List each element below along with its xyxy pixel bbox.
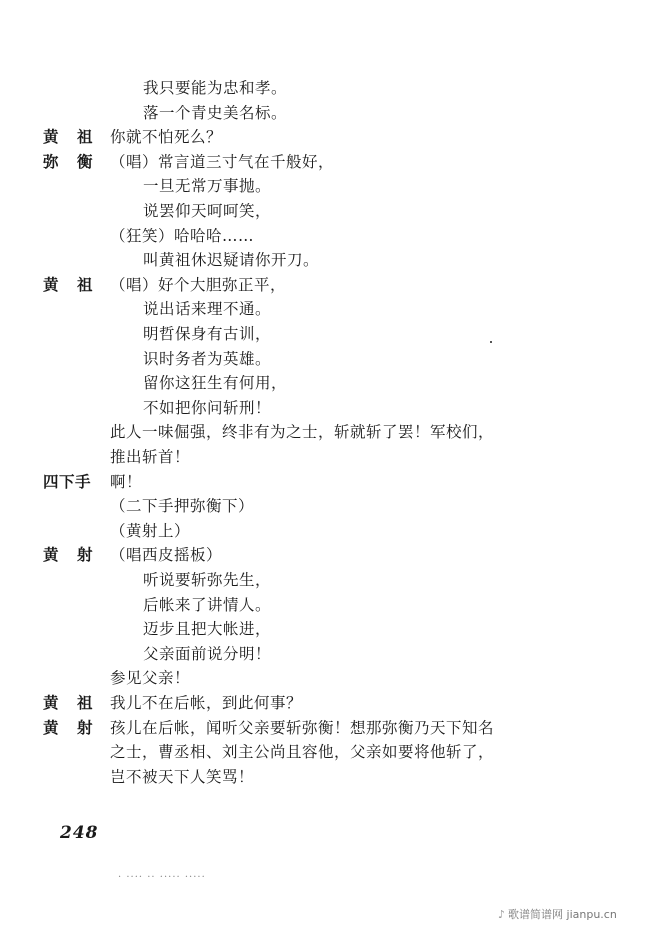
script-line (0, 176, 655, 198)
dialogue-line: （狂笑）哈哈哈…… (110, 227, 255, 245)
sung-verse-line: 不如把你问斩刑！ (143, 399, 272, 417)
script-line (0, 742, 655, 764)
script-line (0, 324, 655, 346)
script-line (0, 152, 655, 174)
script-line (0, 570, 655, 592)
sung-verse-line: 后帐来了讲情人。 (143, 596, 272, 614)
script-line (0, 472, 655, 494)
script-line (0, 619, 655, 641)
speaker-name-second-char: 祖 (77, 127, 94, 146)
script-line (0, 644, 655, 666)
sung-verse-line: 叫黄祖休迟疑请你开刀。 (143, 251, 320, 269)
speaker-name-second-char: 衡 (77, 152, 94, 171)
script-line (0, 521, 655, 543)
script-line (0, 595, 655, 617)
speaker-name-second-char: 祖 (77, 693, 94, 712)
sung-verse-line: 一旦无常万事抛。 (143, 177, 272, 195)
script-line (0, 373, 655, 395)
speaker-name: 黄 (43, 693, 60, 712)
dialogue-line: 孩儿在后帐，闻听父亲要斩弥衡！想那弥衡乃天下知名 (110, 719, 495, 737)
script-line (0, 693, 655, 715)
sung-verse-line: 我只要能为忠和孝。 (143, 79, 288, 97)
script-line (0, 201, 655, 223)
sung-verse-line: 父亲面前说分明！ (143, 645, 272, 663)
dialogue-line: 之士，曹丞相、刘主公尚且容他，父亲如要将他斩了， (110, 743, 495, 761)
script-line (0, 545, 655, 567)
speaker-name: 黄 (43, 275, 60, 294)
speaker-name-second-char: 祖 (77, 275, 94, 294)
sung-verse-line: 留你这狂生有何用， (143, 374, 288, 392)
dialogue-line: （唱西皮摇板） (110, 546, 223, 564)
script-line (0, 127, 655, 149)
watermark-music-note-icon: ♪ (498, 908, 506, 921)
dialogue-line: 推出斩首！ (110, 448, 191, 466)
watermark-text: 歌谱简谱网 jianpu.cn (508, 908, 617, 921)
script-line (0, 78, 655, 100)
script-line (0, 226, 655, 248)
speaker-name: 黄 (43, 127, 60, 146)
script-line (0, 103, 655, 125)
footer-smudge: · ···· ·· ····· ····· (118, 872, 206, 883)
dialogue-line: （二下手押弥衡下） (110, 497, 255, 515)
speaker-name-second-char: 射 (77, 718, 94, 737)
script-line (0, 496, 655, 518)
speaker-name: 四下手 (43, 472, 92, 491)
speaker-name: 黄 (43, 718, 60, 737)
script-line (0, 422, 655, 444)
dialogue-line: （黄射上） (110, 522, 191, 540)
watermark (498, 906, 617, 922)
dialogue-line: （唱）好个大胆弥正平， (110, 276, 287, 294)
dialogue-line: （唱）常言道三寸气在千般好， (110, 153, 335, 171)
sung-verse-line: 迈步且把大帐进， (143, 620, 272, 638)
speaker-name: 弥 (43, 152, 60, 171)
sung-verse-line: 落一个青史美名标。 (143, 104, 288, 122)
dialogue-line: 参见父亲！ (110, 669, 191, 687)
script-line (0, 275, 655, 297)
script-line (0, 250, 655, 272)
page-number: 248 (60, 823, 99, 843)
dialogue-line: 岂不被天下人笑骂！ (110, 768, 255, 786)
dialogue-line: 你就不怕死么？ (110, 128, 223, 146)
sung-verse-line: 识时务者为英雄。 (143, 350, 272, 368)
sung-verse-line: 说出话来理不通。 (143, 300, 272, 318)
speaker-name: 黄 (43, 545, 60, 564)
dialogue-line: 啊！ (110, 473, 143, 491)
sung-verse-line: 说罢仰天呵呵笑， (143, 202, 272, 220)
script-line (0, 767, 655, 789)
scan-speck (490, 341, 492, 343)
script-line (0, 668, 655, 690)
script-line (0, 718, 655, 740)
script-line (0, 447, 655, 469)
dialogue-line: 此人一味倔强，终非有为之士，斩就斩了罢！军校们， (110, 423, 495, 441)
script-line (0, 398, 655, 420)
script-line (0, 349, 655, 371)
script-line (0, 299, 655, 321)
sung-verse-line: 听说要斩弥先生， (143, 571, 272, 589)
dialogue-line: 我儿不在后帐，到此何事？ (110, 694, 303, 712)
sung-verse-line: 明哲保身有古训， (143, 325, 272, 343)
speaker-name-second-char: 射 (77, 545, 94, 564)
